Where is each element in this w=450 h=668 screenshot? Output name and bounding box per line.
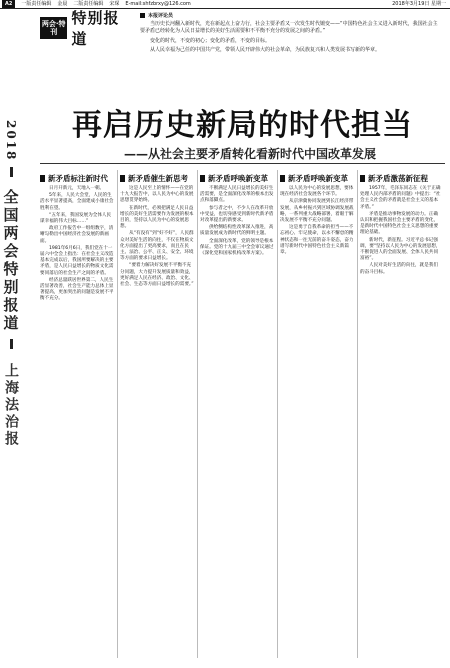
editorial-paragraph: 从人民幸福为己任的中国共产党，带领人民开辟伟大的社会革命，为民族复兴和人类发展书写新的华章。 <box>150 46 381 53</box>
column-paragraph: 政府工作报告中一组组数字，清晰勾勒出中国经济社会发展的新画面。 <box>40 226 114 244</box>
column-paragraph: 1981年6月6日，我们党在十一届六中全会上指出：在社会主义改造基本完成以后，我国所要解决的主要矛盾，是人民日益增长的物质文化需要同落后的社会生产之间的矛盾。 <box>40 245 114 276</box>
column-paragraph: 5年来，人民大会堂，人民的生活水平显著提高，全面建成小康社会胜利在望。 <box>40 193 114 211</box>
column-paragraph: 人民对美好生活的向往，就是我们的奋斗目标。 <box>360 263 438 275</box>
editorial-paragraph: 当历史长河翻入新时代，光在新起点上奋力行，社会主要矛盾又一次发生时代嬗变——“中国特色社会主义进入新时代，我国社会主要矛盾已经转化为人民日益增长的美好生活需要和不平衡不充分的发展之间的矛盾。” <box>140 21 438 35</box>
side-spine <box>2 120 20 660</box>
header-date <box>392 0 450 8</box>
column-paragraph: 经济总量跃居世界第二，人民生活显著改善，社会生产能力总体上显著提高，更加突出的问题是发展不平衡不充分。 <box>40 277 114 302</box>
square-bullet-icon <box>140 13 145 18</box>
column-paragraph: 日月开新元，天地入一朝。 <box>49 186 105 191</box>
column-paragraph: 供给侧结构性改革深入推进，高质量发展成为新时代的鲜明主题。 <box>200 225 274 237</box>
header-item-4: 宋琛 <box>109 1 120 7</box>
column-heading-text: 新矛盾标注新时代 <box>48 174 108 183</box>
column-heading <box>280 174 355 183</box>
spine-title: 全国两会特别报道 <box>1 189 20 334</box>
column-heading-text: 新矛盾呼唤新变革 <box>208 174 268 183</box>
weekday-text: 星期一 <box>430 1 446 7</box>
editorial-tag-label: 本报评论员 <box>148 13 174 19</box>
heading-marker-icon <box>40 175 45 182</box>
column-paragraph: 矛盾是推动事物发展的动力。正确认识和把握我国社会主要矛盾的变化，是新时代中国特色社会主义思想的重要理论基础。 <box>360 211 439 236</box>
column-paragraph: 这是勇于自我革命的担当——不忘初心、牢记使命，以永不懈怠的精神状态和一往无前的奋斗姿态，奋力谱写新时代中国特色社会主义新篇章。 <box>280 225 354 256</box>
header-email[interactable]: E-mail:shfzbrxy@126.com <box>125 1 191 7</box>
column-paragraph: 从“有没有”到“好不好”，人民群众对美好生活的向往，不仅在物质文化方面提出了更高要求，而且在民主、法治、公平、正义、安全、环境等方面的要求日益增长。 <box>120 231 194 262</box>
column-paragraph: “要着力解决好发展不平衡不充分问题，大力提升发展质量和效益，更好满足人民在经济、政治、文化、社会、生态等方面日益增长的需要。” <box>120 263 194 288</box>
heading-marker-icon <box>360 175 365 182</box>
column-paragraph: 新时代，新征程。习近平总书记强调，要“坚持以人民为中心的发展思想，不断促进人的全面发展、全体人民共同富裕”。 <box>360 237 441 262</box>
header-item-3: 二版责任编辑 <box>73 1 104 7</box>
column-heading <box>360 174 442 183</box>
date-text: 2018年3月19日 <box>392 1 430 7</box>
heading-marker-icon <box>200 175 205 182</box>
column-paragraph: 这是人民至上的情怀——在党的十九大报告中，以人民为中心的发展思想贯穿始终。 <box>120 186 194 204</box>
column-heading <box>120 174 195 183</box>
heading-marker-icon <box>280 175 285 182</box>
column-heading <box>200 174 275 183</box>
column-paragraph: 以人民为中心的发展思想，要体现在经济社会发展各个环节。 <box>280 186 354 198</box>
column-paragraph: 全面深化改革，党的领导是根本保证。党的十九届三中全会审议通过《深化党和国家机构改革方案》。 <box>200 238 274 257</box>
header-item-1: 一版责任编辑 <box>21 1 52 7</box>
column-paragraph: 在新时代，必须把满足人民日益增长的美好生活需要作为发展的根本目的，坚持以人民为中心的发展思想。 <box>120 205 194 230</box>
spine-divider <box>10 339 13 349</box>
editorial-tag <box>140 12 440 19</box>
article-column-2 <box>120 170 195 660</box>
section-name: 特别报道 <box>71 9 120 48</box>
article-column-1 <box>40 170 115 660</box>
spine-year: 2018 <box>4 120 18 162</box>
spine-newspaper-name: 上海法治报 <box>3 363 19 449</box>
column-heading <box>40 174 115 183</box>
page-number: A2 <box>2 0 15 8</box>
headline: 再启历史新局的时代担当 <box>72 108 413 143</box>
article-column-3 <box>200 170 275 660</box>
column-divider <box>197 170 198 658</box>
column-paragraph: 不断满足人民日益增长的美好生活需要，是全面深化改革的根本出发点和落脚点。 <box>200 186 274 204</box>
spine-divider <box>10 167 13 177</box>
column-heading-text: 新矛盾激荡新征程 <box>368 174 428 183</box>
column-paragraph: 从京津冀协同发展到长江经济带发展，从乡村振兴到区域协调发展战略，一系列重大战略部署，着眼于解决发展不平衡不充分问题。 <box>280 199 354 224</box>
heading-marker-icon <box>120 175 125 182</box>
headline-rule <box>40 163 445 164</box>
column-heading-text: 新矛盾催生新思考 <box>128 174 188 183</box>
page-header-bar <box>0 0 450 9</box>
article-column-5 <box>360 170 442 660</box>
column-heading-text: 新矛盾呼唤新变革 <box>288 174 348 183</box>
column-paragraph: 1957年，毛泽东同志在《关于正确处理人民内部矛盾的问题》中提出：“社会主义社会的矛盾就是社会主义的基本矛盾。” <box>360 186 441 210</box>
column-paragraph: 参与者之中，不少人在改革开放中受益，也切身感受到新时代新矛盾对改革提出的新要求。 <box>200 205 274 224</box>
column-divider <box>117 170 118 658</box>
editorial-intro <box>140 12 440 102</box>
subtitle: ——从社会主要矛盾转化看新时代中国改革发展 <box>123 147 376 161</box>
article-column-4 <box>280 170 355 660</box>
editorial-paragraph: 变化的时代，不变的初心；变化的矛盾，不变的目标。 <box>150 37 271 44</box>
column-paragraph: “五年来，我国发展为全体人民谋幸福的伟大目标……” <box>40 212 112 225</box>
section-badge: 两会·特刊 <box>40 17 67 39</box>
column-divider <box>277 170 278 658</box>
header-item-2: 金晨 <box>57 1 68 7</box>
section-flag <box>40 9 130 48</box>
column-divider <box>357 170 358 658</box>
